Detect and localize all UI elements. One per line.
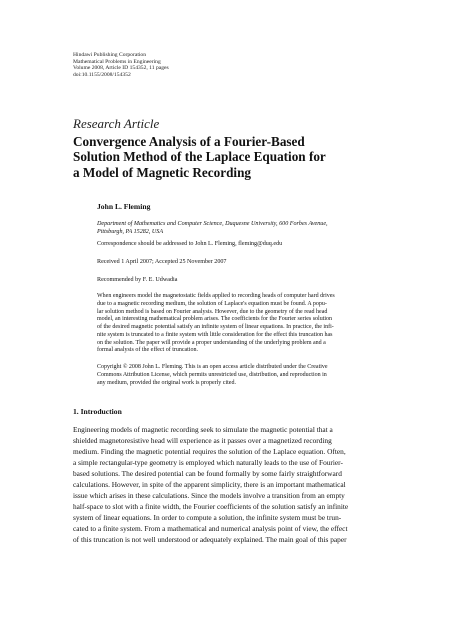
abstract-line: When engineers model the magnetostatic fields applied to recording heads of computer hard drives xyxy=(97,293,335,299)
body-line: shielded magnetoresistive head will experience as it passes over a magnetized recording xyxy=(73,436,332,446)
abstract-line: nite system is truncated to a finite system with little consideration for the effect this truncation has xyxy=(97,331,333,338)
abstract-line: due to a magnetic recording medium, the solution of Laplace's equation must be found. A popu- xyxy=(97,300,327,307)
affiliation-line: Pittsburgh, PA 15282, USA xyxy=(97,229,164,235)
title-line: Convergence Analysis of a Fourier-Based xyxy=(73,134,305,149)
abstract-line: lar solution method is based on Fourier analysis. However, due to the geometry of the read head xyxy=(97,308,328,315)
paper-title xyxy=(73,134,413,180)
copyright-notice xyxy=(97,364,402,387)
copyright-line: Copyright © 2008 John L. Fleming. This is an open access article distributed under the Creative xyxy=(97,364,328,370)
abstract-line: of the desired magnetic potential satisfy an infinite system of linear equations. In practice, the infi- xyxy=(97,324,334,330)
body-line: calculations. However, in spite of the apparent simplicity, there is an important mathematical xyxy=(73,480,346,490)
abstract-line: on the solution. The paper will provide a proper understanding of the underlying problem and a xyxy=(97,339,326,346)
title-line: a Model of Magnetic Recording xyxy=(73,164,251,180)
correspondence: Correspondence should be addressed to John L. Fleming, fleming@duq.edu xyxy=(97,241,283,247)
header-line: Volume 2008, Article ID 154352, 11 pages xyxy=(73,65,169,72)
copyright-line: any medium, provided the original work is properly cited. xyxy=(97,379,236,386)
body-line: cated to a finite system. From a mathematical and numerical analysis point of view, the effect xyxy=(73,524,348,534)
journal-header xyxy=(73,52,169,78)
header-line: Hindawi Publishing Corporation xyxy=(73,52,147,58)
title-line: Solution Method of the Laplace Equation for xyxy=(73,149,326,165)
body-line: based solutions. The desired potential can be found formally by some fairly straightforward xyxy=(73,469,342,479)
affiliation-line: Department of Mathematics and Computer Science, Duquesne University, 600 Forbes Avenue, xyxy=(97,221,328,227)
received-accepted-dates: Received 1 April 2007; Accepted 25 November 2007 xyxy=(97,259,227,265)
body-line: Engineering models of magnetic recording seek to simulate the magnetic potential that a xyxy=(73,425,333,434)
abstract-line: formal analysis of the effect of truncation. xyxy=(97,347,199,354)
author-affiliation xyxy=(97,220,407,236)
body-line: a simple rectangular-type geometry is employed which naturally leads to the use of Fourier- xyxy=(73,458,343,468)
body-line: system of linear equations. In order to compute a solution, the infinite system must be trun- xyxy=(73,513,342,523)
section-heading: 1. Introduction xyxy=(73,407,122,416)
body-line: half-space to slot with a finite width, the Fourier coefficients of the solution satisfy an infinite xyxy=(73,502,349,512)
recommended-by: Recommended by F. E. Udwadia xyxy=(97,277,178,283)
header-line: doi:10.1155/2008/154352 xyxy=(73,71,131,78)
abstract xyxy=(97,293,402,355)
introduction-text xyxy=(73,424,403,546)
author-name: John L. Fleming xyxy=(97,202,151,211)
copyright-line: Commons Attribution License, which permits unrestricted use, distribution, and reproduction in xyxy=(97,371,327,378)
header-line: Mathematical Problems in Engineering xyxy=(73,58,161,65)
body-line: medium. Finding the magnetic potential requires the solution of the Laplace equation. Often, xyxy=(73,447,346,457)
abstract-line: model, an interesting mathematical problem arises. The coefficients for the Fourier series solution xyxy=(97,316,333,323)
body-line: of this truncation is not well understood or adequately explained. The main goal of this paper xyxy=(73,535,347,545)
body-line: issue which arises in these calculations. Since the models involve a transition from an empty xyxy=(73,491,345,501)
article-type: Research Article xyxy=(73,116,160,131)
